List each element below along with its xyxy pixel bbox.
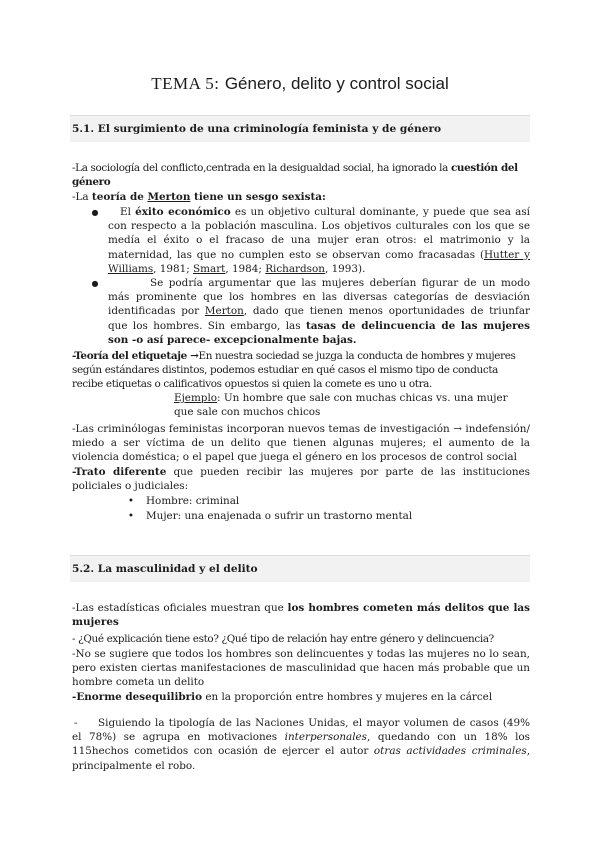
paragraph-prison-imbalance xyxy=(72,690,530,704)
citation-hutter-williams: Hutter y Williams xyxy=(108,248,530,275)
text: , 1984; xyxy=(225,262,266,275)
example-text: : Un hombre que sale con muchas chicas vs. una mujer que sale con muchos chicos xyxy=(174,392,508,419)
text-bold: tiene un sesgo sexista: xyxy=(190,191,326,203)
highlight-crime-rates: tasas de delincuencia de las mujeres son -o así parece- excepcionalmente bajas. xyxy=(108,319,530,346)
citation-richardson: Richardson xyxy=(265,262,325,275)
paragraph-conflict-sociology xyxy=(72,161,530,189)
citation-smart: Smart xyxy=(193,262,226,275)
highlight-imbalance: -Enorme desequilibrio xyxy=(72,691,203,703)
sub-item-man: Hombre: criminal xyxy=(146,495,240,507)
bullet-economic-success xyxy=(108,205,530,276)
text: , quedando con un 18% los 115hechos cometidos con ocasión de ejercer el autor xyxy=(72,731,531,758)
text: Siguiendo la tipología de las Naciones Unidas, el mayor volumen de casos (49% el 78%) se agrupa en motivaciones xyxy=(72,717,530,744)
text: , dado que tienen menos oportunidades de triunfar que los hombres. Sin embargo, las xyxy=(108,305,530,332)
text: El xyxy=(120,206,136,218)
citation-merton: Merton xyxy=(204,305,244,318)
text: En nuestra sociedad se juzga la conducta de hombres y mujeres según estándares distintos, podemos estudiar en qué casos el mismo tipo de conducta recibe etiquetas o calificativos opuestos si quien la comete es uno u otra. xyxy=(72,350,516,391)
section-heading-5-2: 5.2. La masculinidad y el delito xyxy=(70,555,530,582)
label-theory-heading: -Teoría del etiquetaje → xyxy=(72,350,199,362)
italic-interpersonal: interpersonales xyxy=(284,731,368,744)
text: es un objetivo cultural dominante, y puede que sea así con respecto a la población masculina. Los objetivos culturales con los que se medía el éxito o el fracaso de una mujer eran otros: el matrimonio y la maternidad, las que no cumplen esto se observan como fracasadas ( xyxy=(108,206,530,261)
highlight-economic-success: éxito económico xyxy=(135,206,231,218)
sub-item-woman: Mujer: una enajenada o sufrir un trastorno mental xyxy=(146,510,413,522)
paragraph-official-statistics xyxy=(72,601,530,629)
text: -La xyxy=(72,191,92,203)
link-merton: Merton xyxy=(147,191,191,203)
text: , principalmente el robo. xyxy=(72,745,530,772)
title-text: Género, delito y control social xyxy=(224,74,449,93)
italic-other-criminal-activities: otras actividades criminales xyxy=(373,745,527,758)
bullet-women-deviation xyxy=(108,276,530,347)
highlight-different-treatment: -Trato diferente xyxy=(72,466,167,478)
dash-marker: - xyxy=(74,717,78,729)
bullet-icon: ● xyxy=(91,279,99,288)
text: -Las estadísticas oficiales muestran que xyxy=(72,602,288,614)
example-label: Ejemplo xyxy=(174,392,218,404)
paragraph-masculinity: -No se sugiere que todos los hombres son delincuentes y todas las mujeres no lo sean, pero existen ciertas manifestaciones de masculinidad que hacen más probable que un hombre cometa un delito xyxy=(72,648,530,689)
paragraph-un-typology xyxy=(72,716,530,773)
text: en la proporción entre hombres y mujeres en la cárcel xyxy=(202,691,493,703)
paragraph-questions: - ¿Qué explicación tiene esto? ¿Qué tipo de relación hay entre género y delincuencia? xyxy=(72,633,494,645)
paragraph-feminist-criminologists: -Las criminólogas feministas incorporan nuevos temas de investigación → indefensión/ miedo a ser víctima de un delito que tienen algunas mujeres; el aumento de la violencia doméstica; o el papel que juega el género en los procesos de control social xyxy=(72,423,530,464)
bullet-icon: • xyxy=(127,510,135,522)
text: , 1981; xyxy=(153,262,194,275)
section-heading-5-1: 5.1. El surgimiento de una criminología feminista y de género xyxy=(70,115,530,142)
paragraph-merton-theory xyxy=(72,190,530,204)
example-block xyxy=(174,391,530,419)
paragraph-labeling-theory xyxy=(72,349,530,392)
page-title xyxy=(0,74,600,94)
text: -La sociología del conflicto,centrada en la desigualdad social, ha ignorado la xyxy=(72,162,451,174)
text-bold: teoría de xyxy=(91,191,148,203)
highlight-men-commit-more: los hombres cometen más delitos que las mujeres xyxy=(72,602,530,629)
text: Se podría argumentar que las mujeres deberían figurar de un modo más prominente que los hombres en las diversas categorías de desviación identificadas por xyxy=(108,277,530,318)
bullet-icon: ● xyxy=(91,208,99,217)
bullet-icon: • xyxy=(127,495,135,507)
highlight-gender-question: cuestión del género xyxy=(72,162,518,189)
paragraph-different-treatment xyxy=(72,465,530,493)
text: , 1993). xyxy=(324,262,366,275)
title-prefix: TEMA 5: xyxy=(151,74,220,93)
text: que pueden recibir las mujeres por parte de las instituciones policiales o judiciales: xyxy=(72,466,530,493)
